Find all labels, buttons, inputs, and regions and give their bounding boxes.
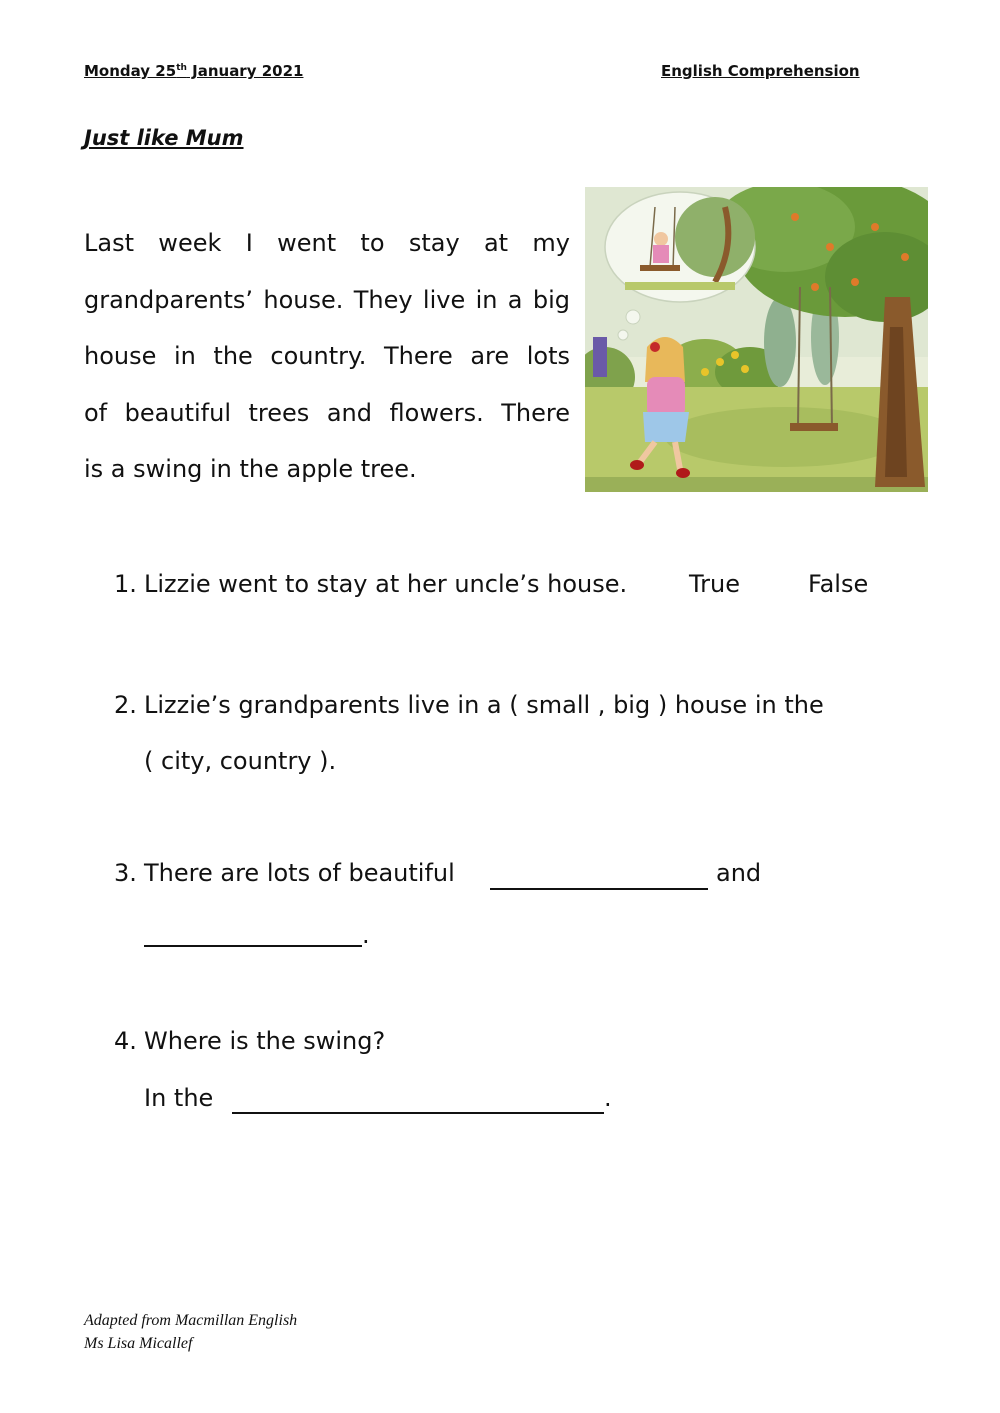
question-1 xyxy=(114,570,627,598)
girl-swing-apple-tree-illustration xyxy=(585,187,928,492)
question-2 xyxy=(114,691,824,719)
passage-line: of beautiful trees and flowers. There xyxy=(84,398,570,427)
question-number: 4. xyxy=(114,1027,137,1055)
question-text: There are lots of beautiful xyxy=(144,859,455,887)
passage-line: Last week I went to stay at my xyxy=(84,229,570,257)
passage-line: grandparents’ house. They live in a big xyxy=(84,285,570,314)
date-suffix: th xyxy=(176,63,187,73)
question-text: Lizzie went to stay at her uncle’s house. xyxy=(144,570,628,598)
question-text: Lizzie’s grandparents live in a ( small , big ) house in the xyxy=(144,691,824,719)
passage-line: house in the country. There are lots xyxy=(84,342,570,370)
question-number: 1. xyxy=(114,570,137,598)
question-4 xyxy=(114,1027,385,1055)
footer-credits xyxy=(84,1309,297,1355)
question-3 xyxy=(114,859,455,887)
question-2-continuation: ( city, country ). xyxy=(144,747,337,775)
question-number: 2. xyxy=(114,691,137,719)
answer-blank-flowers[interactable] xyxy=(144,925,362,947)
answer-blank-trees[interactable] xyxy=(490,868,708,890)
period: . xyxy=(362,921,370,949)
date-text: Monday 25 xyxy=(84,62,177,80)
question-number: 3. xyxy=(114,859,137,887)
question-text-and: and xyxy=(716,859,762,887)
date-rest: January 2021 xyxy=(186,62,304,80)
passage-line: is a swing in the apple tree. xyxy=(84,455,417,483)
subject-header: English Comprehension xyxy=(661,62,860,80)
answer-blank-swing[interactable] xyxy=(232,1092,604,1114)
date-header xyxy=(84,62,303,80)
page-title: Just like Mum xyxy=(84,126,244,150)
period: . xyxy=(604,1084,612,1112)
false-option[interactable]: False xyxy=(808,570,869,598)
answer-prefix: In the xyxy=(144,1084,214,1112)
true-option[interactable]: True xyxy=(689,570,740,598)
question-text: Where is the swing? xyxy=(144,1027,386,1055)
footer-author: Ms Lisa Micallef xyxy=(84,1335,193,1352)
reading-passage xyxy=(84,215,570,498)
footer-source: Adapted from Macmillan English xyxy=(84,1312,298,1329)
